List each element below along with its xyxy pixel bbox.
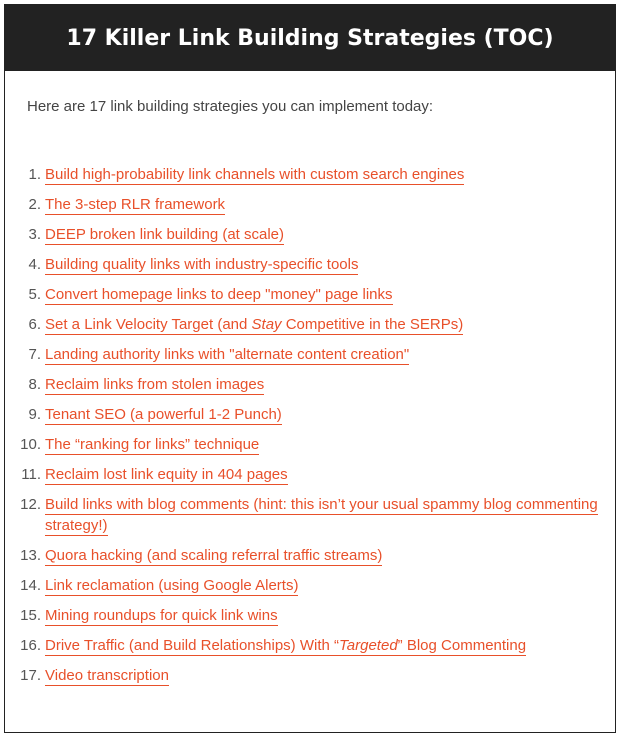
toc-link[interactable]: Building quality links with industry-specific tools <box>45 256 359 273</box>
list-item <box>5 284 615 305</box>
list-item <box>5 494 615 536</box>
item-number: 7. <box>28 346 41 363</box>
toc-link[interactable]: The “ranking for links” technique <box>45 436 260 453</box>
list-item <box>5 314 615 335</box>
list-item <box>5 545 615 566</box>
toc-header <box>5 5 615 71</box>
item-number: 10. <box>20 436 41 453</box>
link-text-post: Competitive in the SERPs) <box>281 316 464 333</box>
link-text-pre: Drive Traffic (and Build Relationships) With “ <box>45 637 339 654</box>
intro-text: Here are 17 link building strategies you can implement today: <box>27 98 434 115</box>
toc-link[interactable]: Convert homepage links to deep "money" page links <box>45 286 393 303</box>
item-number: 13. <box>20 547 41 564</box>
link-text-emphasis: Stay <box>251 316 282 333</box>
item-number: 3. <box>28 226 41 243</box>
list-item <box>5 434 615 455</box>
toc-link[interactable] <box>45 637 526 656</box>
item-number: 9. <box>28 406 41 423</box>
link-text-emphasis: Targeted <box>339 637 398 654</box>
item-number: 5. <box>28 286 41 303</box>
toc-link[interactable]: Link reclamation (using Google Alerts) <box>45 577 299 594</box>
page-title: 17 Killer Link Building Strategies (TOC) <box>66 25 554 51</box>
list-item <box>5 164 615 185</box>
toc-link[interactable]: Reclaim lost link equity in 404 pages <box>45 466 288 483</box>
list-item <box>5 224 615 245</box>
list-item <box>5 605 615 626</box>
list-item <box>5 194 615 215</box>
item-number: 17. <box>20 667 41 684</box>
link-text-post: ” Blog Commenting <box>397 637 527 654</box>
toc-link[interactable]: Build high-probability link channels with custom search engines <box>45 166 465 183</box>
item-number: 4. <box>28 256 41 273</box>
item-number: 2. <box>28 196 41 213</box>
link-text-pre: Set a Link Velocity Target (and <box>45 316 252 333</box>
toc-link[interactable] <box>45 316 463 335</box>
toc-link[interactable]: Quora hacking (and scaling referral traffic streams) <box>45 547 383 564</box>
list-item <box>5 575 615 596</box>
toc-link[interactable]: Reclaim links from stolen images <box>45 376 265 393</box>
toc-box <box>4 4 616 733</box>
list-item <box>5 404 615 425</box>
item-number: 12. <box>20 496 41 513</box>
toc-link[interactable]: Landing authority links with "alternate content creation" <box>45 346 410 363</box>
item-number: 8. <box>28 376 41 393</box>
toc-link[interactable]: Build links with blog comments (hint: this isn’t your usual spammy blog commenting strategy!) <box>45 496 598 534</box>
list-item <box>5 374 615 395</box>
item-number: 11. <box>21 466 41 483</box>
list-item <box>5 635 615 656</box>
toc-link[interactable]: DEEP broken link building (at scale) <box>45 226 285 243</box>
toc-link[interactable]: Video transcription <box>45 667 169 684</box>
list-item <box>5 464 615 485</box>
toc-link[interactable]: Tenant SEO (a powerful 1-2 Punch) <box>45 406 282 423</box>
list-item <box>5 665 615 686</box>
item-number: 16. <box>20 637 41 654</box>
list-item <box>5 344 615 365</box>
list-item <box>5 254 615 275</box>
item-number: 14. <box>20 577 41 594</box>
item-number: 15. <box>20 607 41 624</box>
toc-link[interactable]: Mining roundups for quick link wins <box>45 607 278 624</box>
item-number: 6. <box>28 316 41 333</box>
toc-list <box>5 164 615 695</box>
toc-link[interactable]: The 3-step RLR framework <box>45 196 226 213</box>
item-number: 1. <box>28 166 41 183</box>
